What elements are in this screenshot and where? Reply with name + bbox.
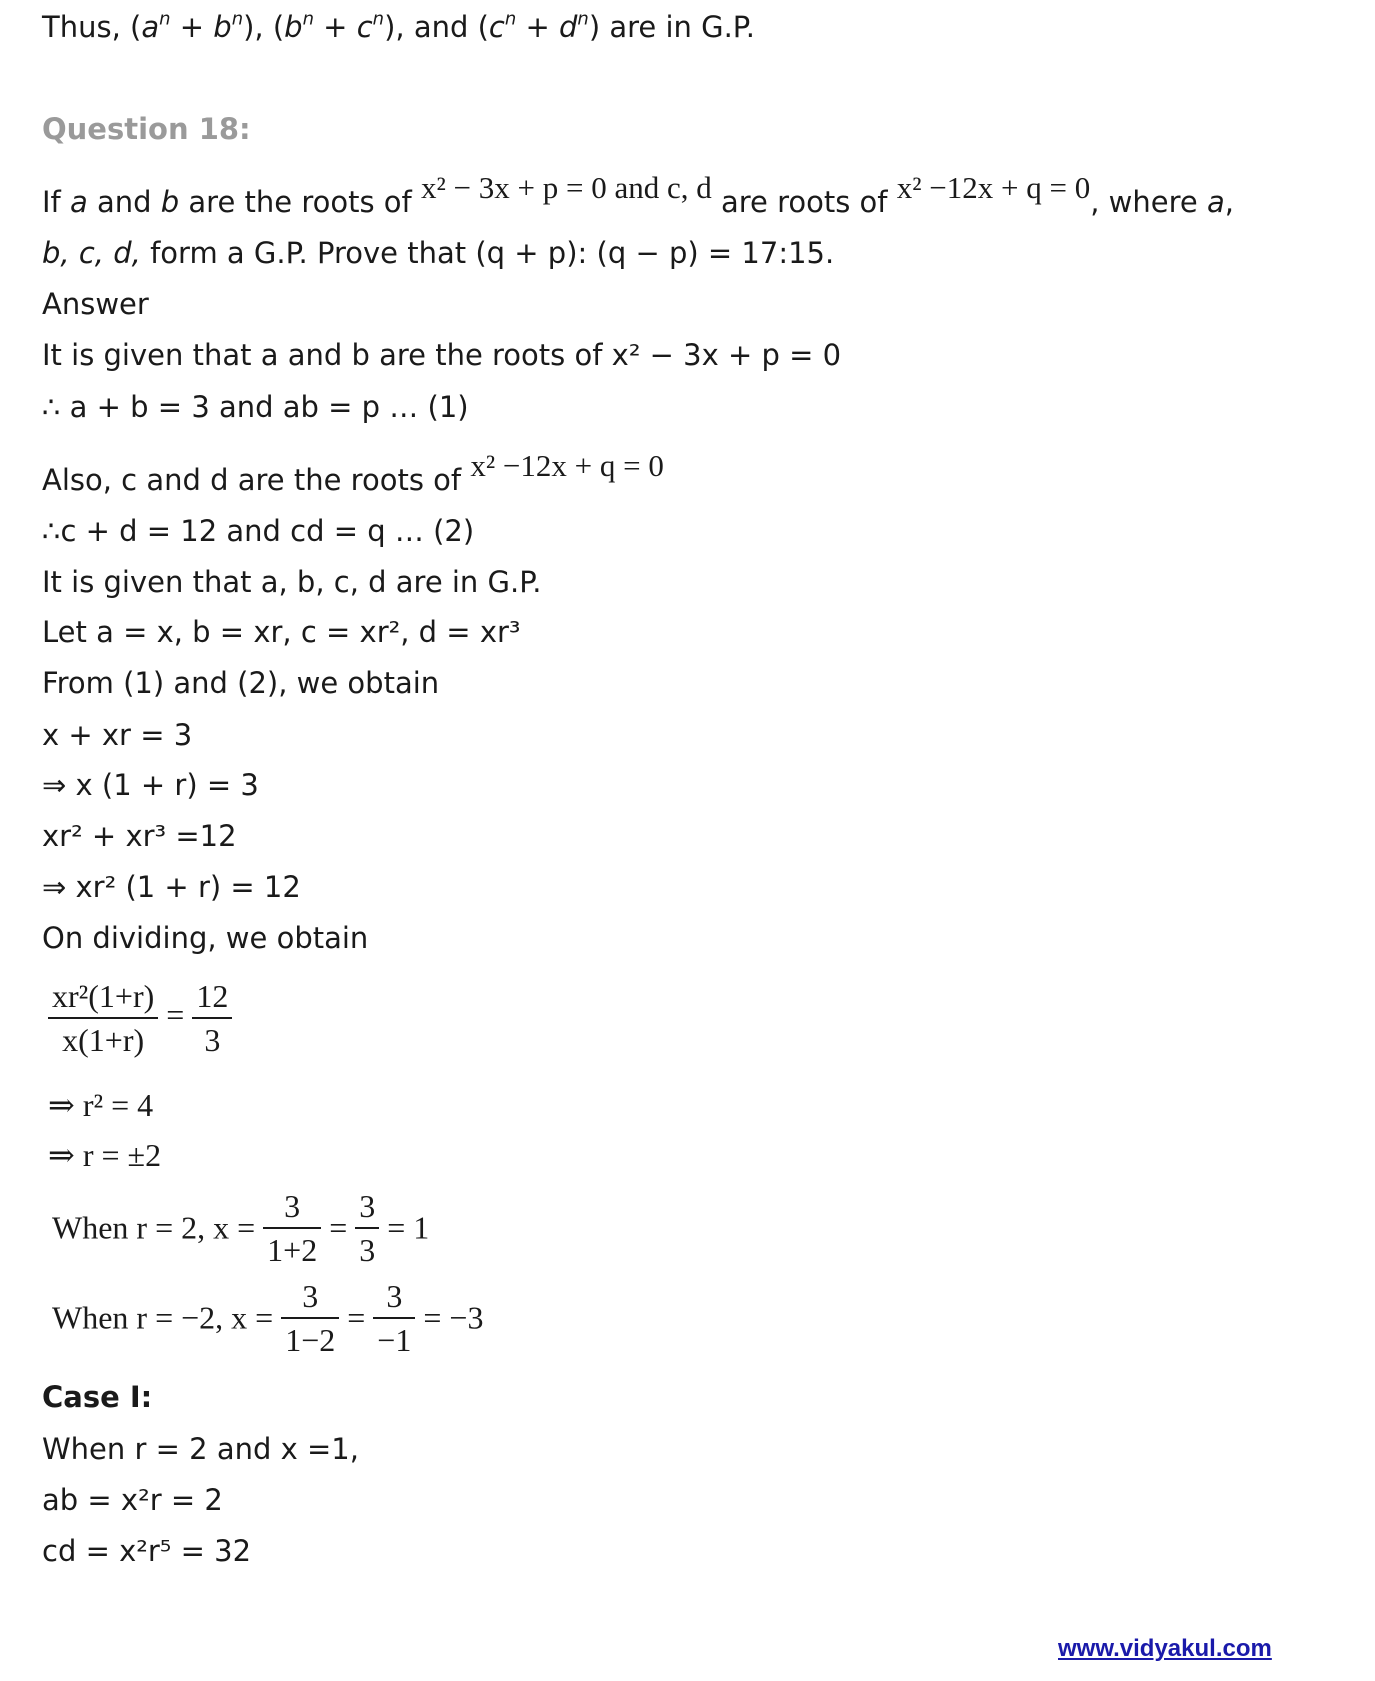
answer-label: Answer — [42, 287, 149, 321]
when-r-2-line: When r = 2, x = $\frac{3}{1+2}$ = $\frac{3}{3}$ = 1 — [52, 1185, 429, 1271]
step-10: xr² + xr³ =12 — [42, 819, 237, 853]
step-12: On dividing, we obtain — [42, 921, 369, 955]
equation-image-3: x² −12x + q = 0 — [470, 448, 664, 483]
step-3: Also, c and d are the roots of x² −12x + q = 0 — [42, 448, 664, 497]
lhs-fraction: $\frac{\text{xr²(1+r)}}{x(1+r)}$ — [48, 975, 158, 1061]
division-equation: $\frac{\text{xr²(1+r)}}{x(1+r)}$ = $\frac{12}{3}$ — [48, 975, 232, 1061]
case-1-line-1: When r = 2 and x =1, — [42, 1432, 359, 1466]
question-title: Question 18: — [42, 112, 251, 146]
question-line-2: b, c, d, form a G.P. Prove that (q + p): (q − p) = 17:15. — [42, 236, 835, 270]
equation-image-1: x² − 3x + p = 0 and c, d — [420, 170, 712, 205]
step-4: ∴c + d = 12 and cd = q … (2) — [42, 514, 475, 548]
step-8: x + xr = 3 — [42, 718, 193, 752]
step-2: ∴ a + b = 3 and ab = p … (1) — [42, 390, 469, 424]
equation-image-2: x² −12x + q = 0 — [896, 170, 1091, 205]
step-9: ⇒ x (1 + r) = 3 — [42, 768, 259, 802]
step-11: ⇒ xr² (1 + r) = 12 — [42, 870, 301, 904]
step-7: From (1) and (2), we obtain — [42, 666, 440, 700]
case-1-line-2: ab = x²r = 2 — [42, 1483, 223, 1517]
step-6: Let a = x, b = xr, c = xr², d = xr³ — [42, 615, 521, 649]
intro-line: Thus, $(a^n + b^n)$, $(b^n + c^n)$, and $(c^n + d^n)$ are in G.P. — [42, 8, 755, 44]
case-1-heading: Case I: — [42, 1380, 153, 1414]
step-1: It is given that a and b are the roots of x² − 3x + p = 0 — [42, 338, 842, 372]
case-1-line-3: cd = x²r⁵ = 32 — [42, 1534, 252, 1568]
when-r-minus-2-line: When r = −2, x = $\frac{3}{1-2}$ = $\frac{3}{-1}$ = −3 — [52, 1275, 483, 1361]
footer-website-link[interactable]: www.vidyakul.com — [1058, 1635, 1272, 1662]
rhs-fraction: $\frac{12}{3}$ — [192, 975, 232, 1061]
step-5: It is given that a, b, c, d are in G.P. — [42, 565, 542, 599]
r-squared-line: ⇒ r² = 4 — [48, 1087, 154, 1123]
question-line-1: If a and b are the roots of x² − 3x + p = 0 and c, d are roots of x² −12x + q = 0, where a, — [42, 170, 1234, 219]
r-value-line: ⇒ r = ±2 — [48, 1137, 162, 1173]
